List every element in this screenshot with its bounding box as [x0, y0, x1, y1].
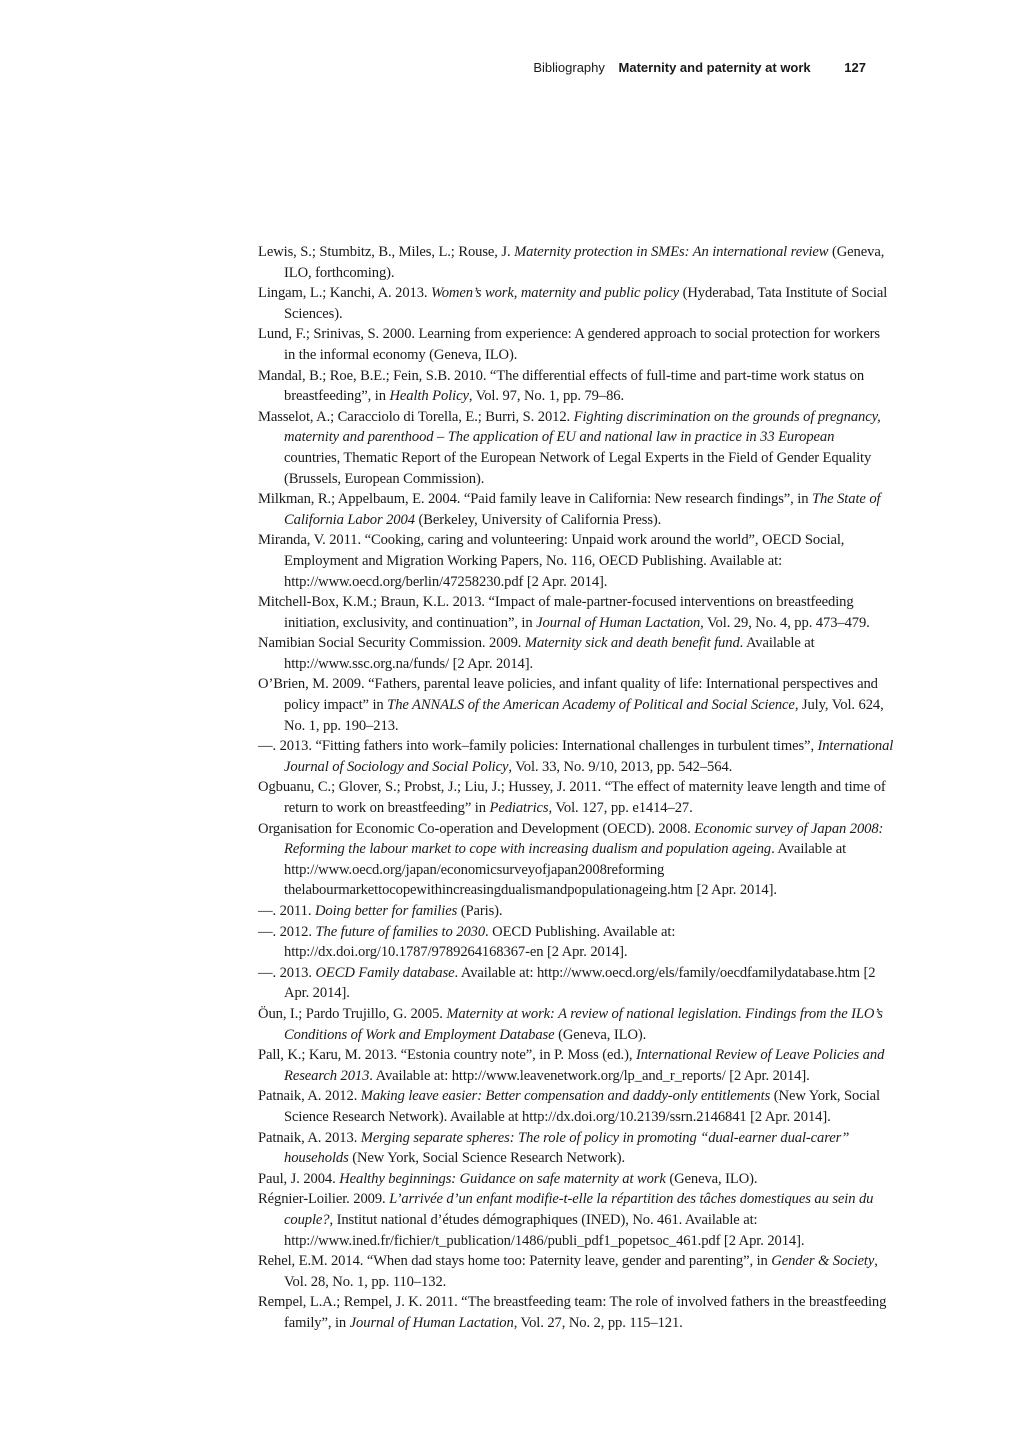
entry-text: , Vol. 33, No. 9/10, 2013, pp. 542–564.: [508, 758, 733, 775]
entry-text: (New York, Social Science Research Network). Available at http://dx.doi.org/10.2139/ssrn.2146841 [2 Apr. 2014].: [284, 1088, 880, 1125]
entry-title-italic: Economic survey of Japan 2008: Reforming the labour market to cope with increasing dualism and population ageing: [284, 820, 884, 858]
entry-text: —. 2011.: [258, 903, 315, 919]
entry-title-italic: The State of California Labor 2004: [284, 491, 881, 528]
entry-text: (Paris).: [457, 903, 503, 919]
entry-title-italic: Making leave easier: Better compensation and daddy-only entitlements: [360, 1088, 771, 1105]
entry-text: O’Brien, M. 2009. “Fathers, parental leave policies, and infant quality of life: International perspectives and policy impact” in: [258, 676, 878, 714]
entry-text: (Geneva, ILO).: [554, 1026, 647, 1043]
bibliography-entry: [258, 674, 894, 736]
entry-text: Lewis, S.; Stumbitz, B., Miles, L.; Rouse, J.: [258, 244, 515, 260]
entry-text: Paul, J. 2004.: [258, 1170, 340, 1187]
bibliography-entry: [258, 324, 894, 365]
running-header-section: Bibliography: [533, 60, 605, 75]
entry-title-italic: Maternity at work: A review of national legislation. Findings from the ILO’s Conditions of Work and Employment Database: [284, 1005, 883, 1043]
entry-title-italic: The future of families to 2030: [315, 923, 486, 940]
entry-title-italic: Pediatrics: [489, 800, 549, 817]
bibliography-entry: [258, 1004, 894, 1045]
entry-text: Masselot, A.; Caracciolo di Torella, E.; Burri, S. 2012.: [258, 408, 574, 425]
entry-title-italic: OECD Family database: [315, 964, 455, 981]
entry-text: , Vol. 28, No. 1, pp. 110–132.: [284, 1253, 878, 1290]
entry-title-italic: Gender & Society: [771, 1253, 875, 1270]
entry-title-italic: Maternity protection in SMEs: An international review: [514, 244, 829, 260]
running-header-book-title: Maternity and paternity at work: [618, 60, 811, 75]
entry-text: . Available at http://www.ssc.org.na/funds/ [2 Apr. 2014].: [284, 635, 815, 672]
bibliography-entry: [258, 592, 894, 633]
bibliography-entry: [258, 1045, 894, 1086]
bibliography-entry: [258, 1128, 894, 1169]
bibliography-entry: [258, 633, 894, 674]
bibliography-entry: [258, 1292, 894, 1333]
entry-text: (Hyderabad, Tata Institute of Social Sciences).: [284, 285, 888, 322]
entry-text: , Vol. 29, No. 4, pp. 473–479.: [700, 614, 870, 631]
entry-text: Régnier-Loilier. 2009.: [258, 1191, 390, 1208]
entry-title-italic: Journal of Human Lactation: [349, 1314, 514, 1331]
entry-text: Pall, K.; Karu, M. 2013. “Estonia country note”, in P. Moss (ed.),: [258, 1047, 636, 1064]
bibliography-entry: [258, 819, 894, 901]
entry-text: Rempel, L.A.; Rempel, J. K. 2011. “The breastfeeding team: The role of involved fathers in the breastfeeding family”, in: [258, 1294, 887, 1331]
entry-title-italic: Doing better for families: [314, 903, 458, 919]
bibliography-entry: [258, 1169, 894, 1190]
bibliography-entry: [258, 1189, 894, 1251]
bibliography-entry: [258, 736, 894, 777]
entry-text: Rehel, E.M. 2014. “When dad stays home too: Paternity leave, gender and parenting”, in: [258, 1253, 772, 1270]
entry-title-italic: Health Policy: [389, 388, 469, 405]
entry-text: Lund, F.; Srinivas, S. 2000. Learning from experience: A gendered approach to social protection for workers in the informal economy (Geneva, ILO).: [258, 326, 880, 363]
bibliography-entry: [258, 489, 894, 530]
entry-text: Mandal, B.; Roe, B.E.; Fein, S.B. 2010. “The differential effects of full-time and part-time work status on breastfeeding”, in: [258, 367, 865, 405]
entry-text: , Vol. 127, pp. e1414–27.: [548, 800, 693, 817]
entry-text: Öun, I.; Pardo Trujillo, G. 2005.: [258, 1005, 447, 1022]
entry-text: Namibian Social Security Commission. 2009.: [258, 635, 525, 652]
entry-title-italic: L’arrivée d’un enfant modifie-t-elle la répartition des tâches domestiques au sein du couple?: [284, 1191, 874, 1228]
entry-text: Organisation for Economic Co-operation and Development (OECD). 2008.: [258, 820, 695, 837]
entry-text: , July, Vol. 624, No. 1, pp. 190–213.: [284, 697, 884, 734]
entry-text: —. 2013.: [258, 964, 316, 981]
bibliography-entry: [258, 1251, 894, 1292]
page-number: 127: [844, 60, 866, 75]
entry-text: (New York, Social Science Research Network).: [348, 1150, 626, 1167]
entry-title-italic: International Journal of Sociology and Social Policy: [284, 738, 894, 775]
entry-text: Ogbuanu, C.; Glover, S.; Probst, J.; Liu, J.; Hussey, J. 2011. “The effect of maternity leave length and time of return to work on breastfeeding” in: [258, 779, 886, 817]
entry-text: , Vol. 27, No. 2, pp. 115–121.: [513, 1314, 683, 1331]
entry-text: . Available at http://www.oecd.org/japan/economicsurveyofjapan2008reforming thelabourmarkettocopewithincreasingdualismandpopulationageing.htm [2 Apr. 2014].: [284, 841, 847, 899]
bibliography-entry: [258, 777, 894, 818]
bibliography-list: [258, 242, 894, 1333]
entry-text: (Geneva, ILO, forthcoming).: [284, 244, 885, 281]
entry-title-italic: Healthy beginnings: Guidance on safe maternity at work: [339, 1170, 666, 1187]
bibliography-entry: [258, 407, 894, 489]
entry-text: . Available at: http://www.leavenetwork.org/lp_and_r_reports/ [2 Apr. 2014].: [369, 1067, 810, 1084]
entry-text: (Geneva, ILO).: [665, 1170, 758, 1187]
entry-title-italic: The ANNALS of the American Academy of Political and Social Science: [387, 697, 795, 714]
entry-text: Miranda, V. 2011. “Cooking, caring and volunteering: Unpaid work around the world”, OECD Social, Employment and Migration Working Papers, No. 116, OECD Publishing. Available at: http://www.oecd.org/berlin/47258230.pdf [2 Apr. 2014].: [258, 532, 845, 590]
bibliography-entry: [258, 1086, 894, 1127]
bibliography-entry: [258, 530, 894, 592]
entry-title-italic: Maternity sick and death benefit fund: [524, 635, 740, 652]
entry-text: Patnaik, A. 2012.: [258, 1088, 361, 1105]
bibliography-entry: [258, 963, 894, 1004]
entry-title-italic: Fighting discrimination on the grounds of pregnancy, maternity and parenthood – The application of EU and national law in practice in 33 European: [284, 408, 881, 446]
entry-title-italic: International Review of Leave Policies and Research 2013: [284, 1047, 885, 1084]
entry-text: . OECD Publishing. Available at: http://dx.doi.org/10.1787/9789264168367-en [2 Apr. 2014].: [284, 923, 676, 961]
entry-title-italic: Women’s work, maternity and public policy: [431, 285, 680, 302]
entry-title-italic: Merging separate spheres: The role of policy in promoting “dual-earner dual-carer” households: [284, 1129, 850, 1167]
entry-text: Milkman, R.; Appelbaum, E. 2004. “Paid family leave in California: New research findings”, in: [258, 491, 812, 508]
bibliography-entry: [258, 901, 894, 922]
entry-text: , Institut national d’études démographiques (INED), No. 461. Available at: http://www.ined.fr/fichier/t_publication/1486/publi_pdf1_popetsoc_461.pdf [2 Apr. 2014].: [284, 1211, 805, 1249]
entry-text: Mitchell-Box, K.M.; Braun, K.L. 2013. “Impact of male-partner-focused interventions on breastfeeding initiation, exclusivity, and continuation”, in: [258, 594, 854, 631]
bibliography-entry: [258, 922, 894, 963]
entry-text: Lingam, L.; Kanchi, A. 2013.: [258, 285, 432, 302]
bibliography-entry: [258, 242, 894, 283]
entry-title-italic: Journal of Human Lactation: [536, 614, 701, 631]
bibliography-entry: [258, 283, 894, 324]
entry-text: countries, Thematic Report of the European Network of Legal Experts in the Field of Gender Equality (Brussels, European Commission).: [284, 449, 872, 487]
entry-text: Patnaik, A. 2013.: [258, 1129, 361, 1146]
running-header: [0, 60, 866, 75]
entry-text: —. 2013. “Fitting fathers into work–family policies: International challenges in turbulent times”,: [258, 738, 818, 755]
entry-text: (Berkeley, University of California Press).: [414, 511, 662, 528]
entry-text: , Vol. 97, No. 1, pp. 79–86.: [468, 388, 625, 405]
bibliography-entry: [258, 366, 894, 407]
entry-text: . Available at: http://www.oecd.org/els/family/oecdfamilydatabase.htm [2 Apr. 2014].: [284, 964, 876, 1002]
entry-text: —. 2012.: [258, 923, 316, 940]
